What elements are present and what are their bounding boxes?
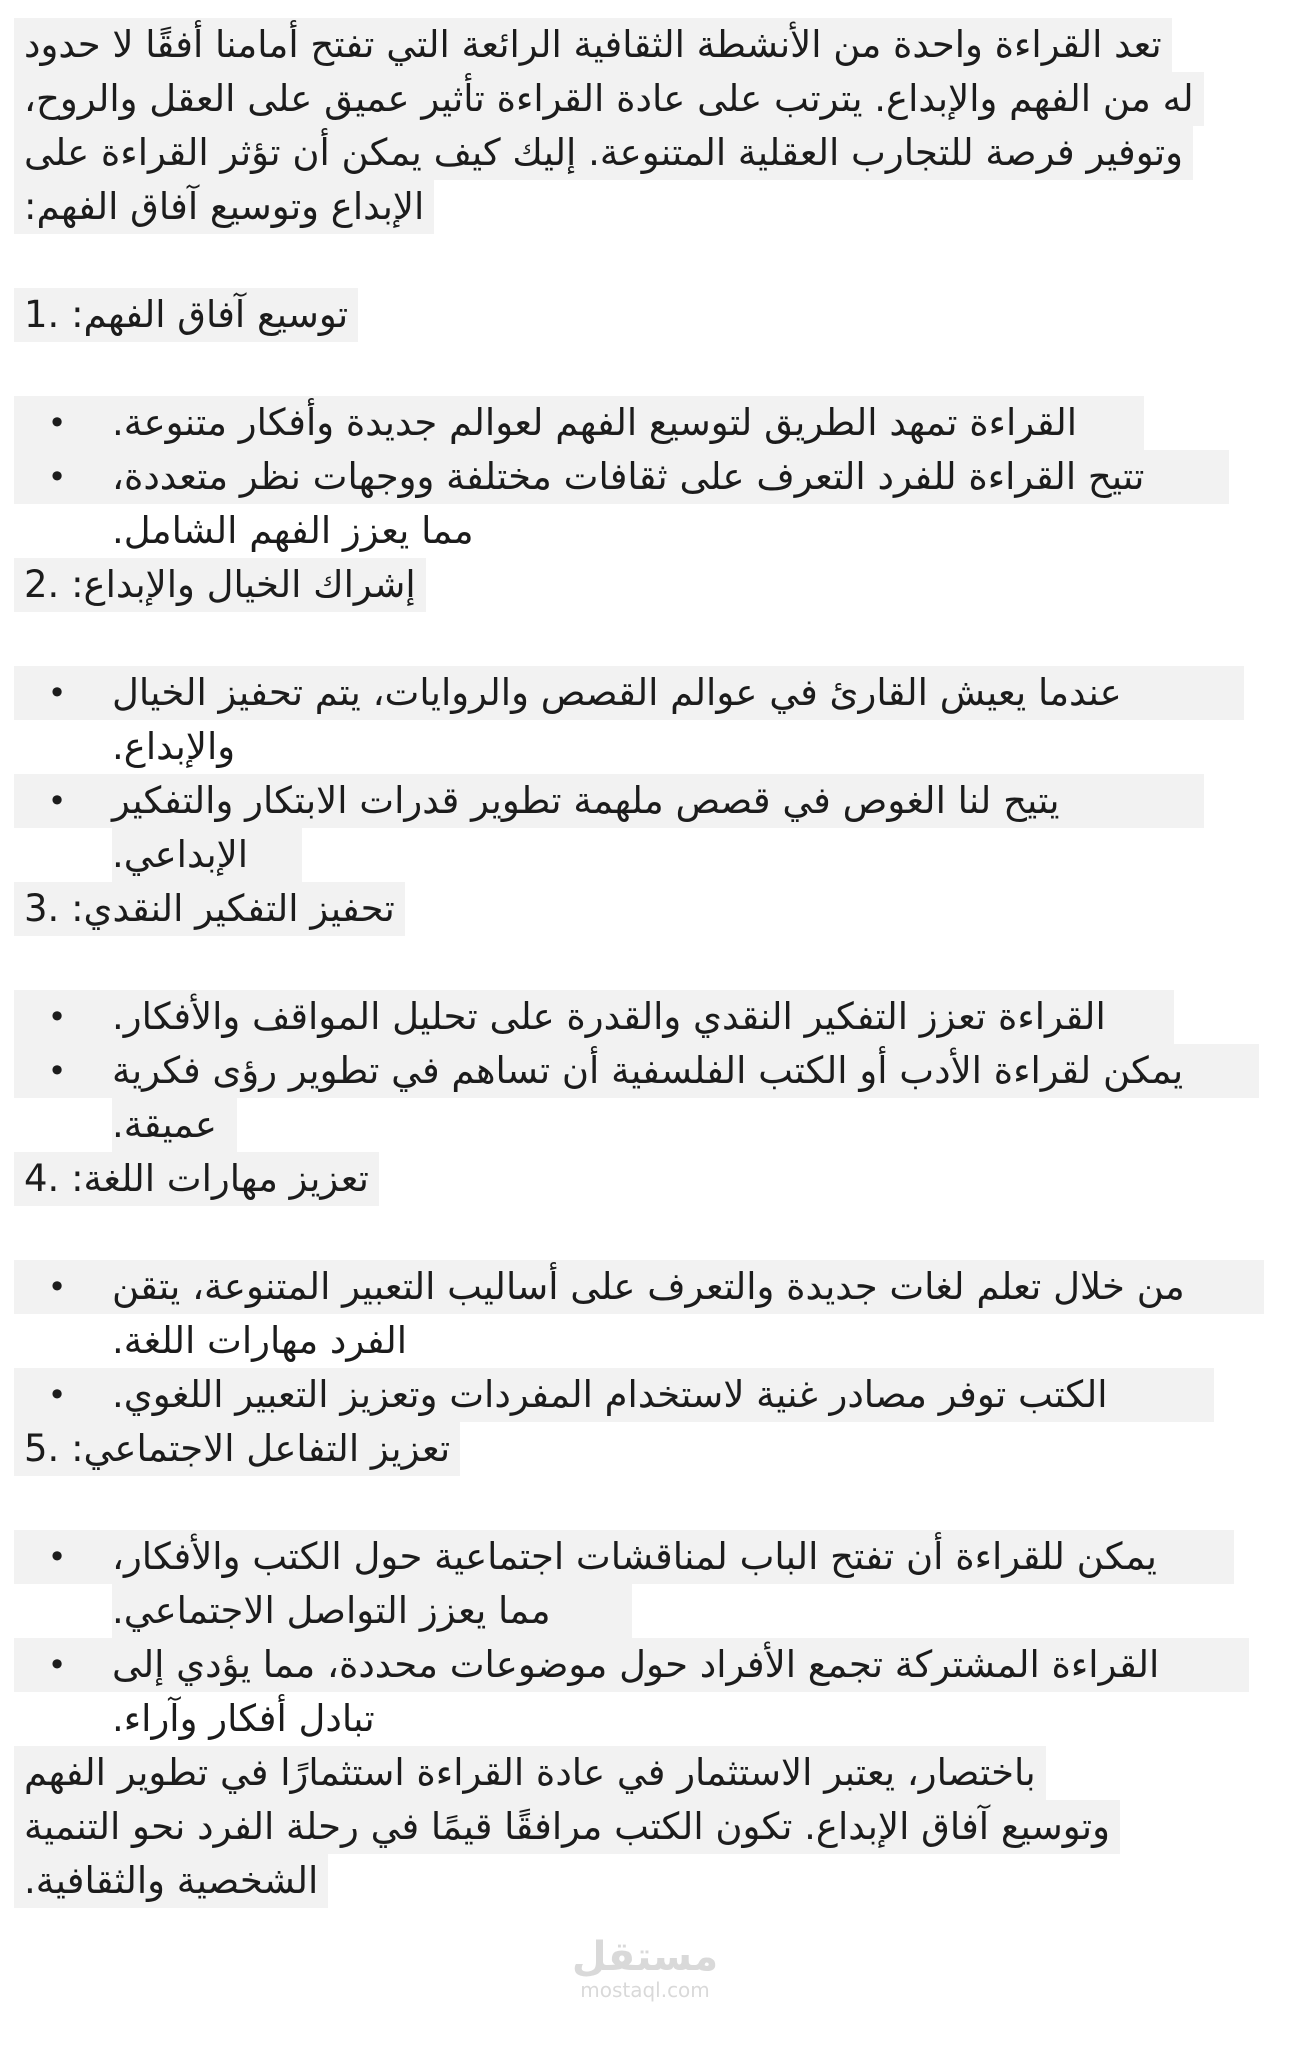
watermark-arabic: مستقل [571,1934,719,1980]
section-heading-box [14,288,358,342]
list-item [14,1530,1274,1584]
section-heading-box [14,558,426,612]
intro-line [14,180,1274,234]
list-item-text: الفرد مهارات اللغة. [112,1319,408,1362]
bullet-icon: • [47,674,67,712]
bullet-icon: • [47,1376,67,1414]
list-item-continuation [14,1098,1274,1152]
section-title: تحفيز التفكير النقدي: [71,887,395,930]
section-number: 4. [24,1157,60,1200]
intro-line-text: وتوفير فرصة للتجارب العقلية المتنوعة. إليك كيف يمكن أن تؤثر القراءة على [14,126,1193,180]
section-number: 2. [24,563,60,606]
document-body [14,18,1274,1908]
list-item-text: يتيح لنا الغوص في قصص ملهمة تطوير قدرات الابتكار والتفكير [112,779,1060,822]
section-title: توسيع آفاق الفهم: [71,293,349,336]
list-item-text: عميقة. [112,1103,217,1146]
section-5 [14,1422,1274,1746]
section-number: 1. [24,293,60,336]
section-number: 5. [24,1427,60,1470]
section-heading-box [14,882,405,936]
list-item [14,1260,1274,1314]
list-item [14,450,1274,504]
section-title: تعزيز مهارات اللغة: [71,1157,369,1200]
list-item-text: الكتب توفر مصادر غنية لاستخدام المفردات وتعزيز التعبير اللغوي. [112,1373,1108,1416]
list-item [14,666,1274,720]
intro-line-text: الإبداع وتوسيع آفاق الفهم: [14,180,434,234]
mostaql-watermark [560,1935,730,2001]
intro-line [14,18,1274,72]
list-item-text: مما يعزز التواصل الاجتماعي. [112,1589,551,1632]
conclusion-line-text: الشخصية والثقافية. [14,1854,328,1908]
watermark-latin: mostaql.com [580,1978,710,2002]
bullet-icon: • [47,1052,67,1090]
list-item-text: تبادل أفكار وآراء. [112,1697,375,1740]
intro-line-text: له من الفهم والإبداع. يترتب على عادة القراءة تأثير عميق على العقل والروح، [14,72,1204,126]
spacer [14,342,1274,396]
list-item-continuation [14,1692,1274,1746]
bullet-icon: • [47,1646,67,1684]
list-item-continuation [14,1314,1274,1368]
list-item-continuation [14,720,1274,774]
list-item-text: والإبداع. [112,725,236,768]
bullet-icon: • [47,782,67,820]
intro-line [14,72,1274,126]
spacer [14,234,1274,288]
conclusion-line-text: وتوسيع آفاق الإبداع. تكون الكتب مرافقًا قيمًا في رحلة الفرد نحو التنمية [14,1800,1120,1854]
list-item-text: تتيح القراءة للفرد التعرف على ثقافات مختلفة ووجهات نظر متعددة، [112,455,1145,498]
bullet-icon: • [47,998,67,1036]
list-item-text: الإبداعي. [112,833,249,876]
spacer [14,936,1274,990]
section-heading [14,1422,1274,1476]
intro-paragraph [14,18,1274,234]
list-item [14,774,1274,828]
section-heading [14,558,1274,612]
list-item [14,990,1274,1044]
list-item [14,1368,1274,1422]
list-item-text: يمكن لقراءة الأدب أو الكتب الفلسفية أن تساهم في تطوير رؤى فكرية [112,1049,1184,1092]
section-heading [14,882,1274,936]
bullet-icon: • [47,1538,67,1576]
conclusion-line [14,1746,1274,1800]
list-item [14,1638,1274,1692]
section-3 [14,882,1274,1152]
section-1 [14,288,1274,558]
conclusion-line [14,1854,1274,1908]
intro-line-text: تعد القراءة واحدة من الأنشطة الثقافية الرائعة التي تفتح أمامنا أفقًا لا حدود [14,18,1172,72]
list-item-continuation [14,828,1274,882]
list-item-text: يمكن للقراءة أن تفتح الباب لمناقشات اجتماعية حول الكتب والأفكار، [112,1535,1157,1578]
bullet-icon: • [47,404,67,442]
section-heading-box [14,1422,460,1476]
section-number: 3. [24,887,60,930]
list-item-continuation [14,1584,1274,1638]
list-item-text: مما يعزز الفهم الشامل. [112,509,474,552]
spacer [14,1476,1274,1530]
list-item-text: القراءة المشتركة تجمع الأفراد حول موضوعات محددة، مما يؤدي إلى [112,1643,1160,1686]
conclusion-paragraph [14,1746,1274,1908]
list-item [14,396,1274,450]
bullet-icon: • [47,458,67,496]
conclusion-line-text: باختصار، يعتبر الاستثمار في عادة القراءة استثمارًا في تطوير الفهم [14,1746,1046,1800]
section-heading [14,288,1274,342]
intro-line [14,126,1274,180]
list-item-text: من خلال تعلم لغات جديدة والتعرف على أساليب التعبير المتنوعة، يتقن [112,1265,1185,1308]
list-item-text: القراءة تمهد الطريق لتوسيع الفهم لعوالم جديدة وأفكار متنوعة. [112,401,1077,444]
bullet-icon: • [47,1268,67,1306]
list-item-text: القراءة تعزز التفكير النقدي والقدرة على تحليل المواقف والأفكار. [112,995,1106,1038]
section-heading [14,1152,1274,1206]
section-heading-box [14,1152,379,1206]
conclusion-line [14,1800,1274,1854]
list-item [14,1044,1274,1098]
section-4 [14,1152,1274,1422]
section-title: تعزيز التفاعل الاجتماعي: [71,1427,451,1470]
spacer [14,1206,1274,1260]
list-item-continuation [14,504,1274,558]
list-item-text: عندما يعيش القارئ في عوالم القصص والروايات، يتم تحفيز الخيال [112,671,1122,714]
spacer [14,612,1274,666]
section-title: إشراك الخيال والإبداع: [71,563,416,606]
section-2 [14,558,1274,882]
